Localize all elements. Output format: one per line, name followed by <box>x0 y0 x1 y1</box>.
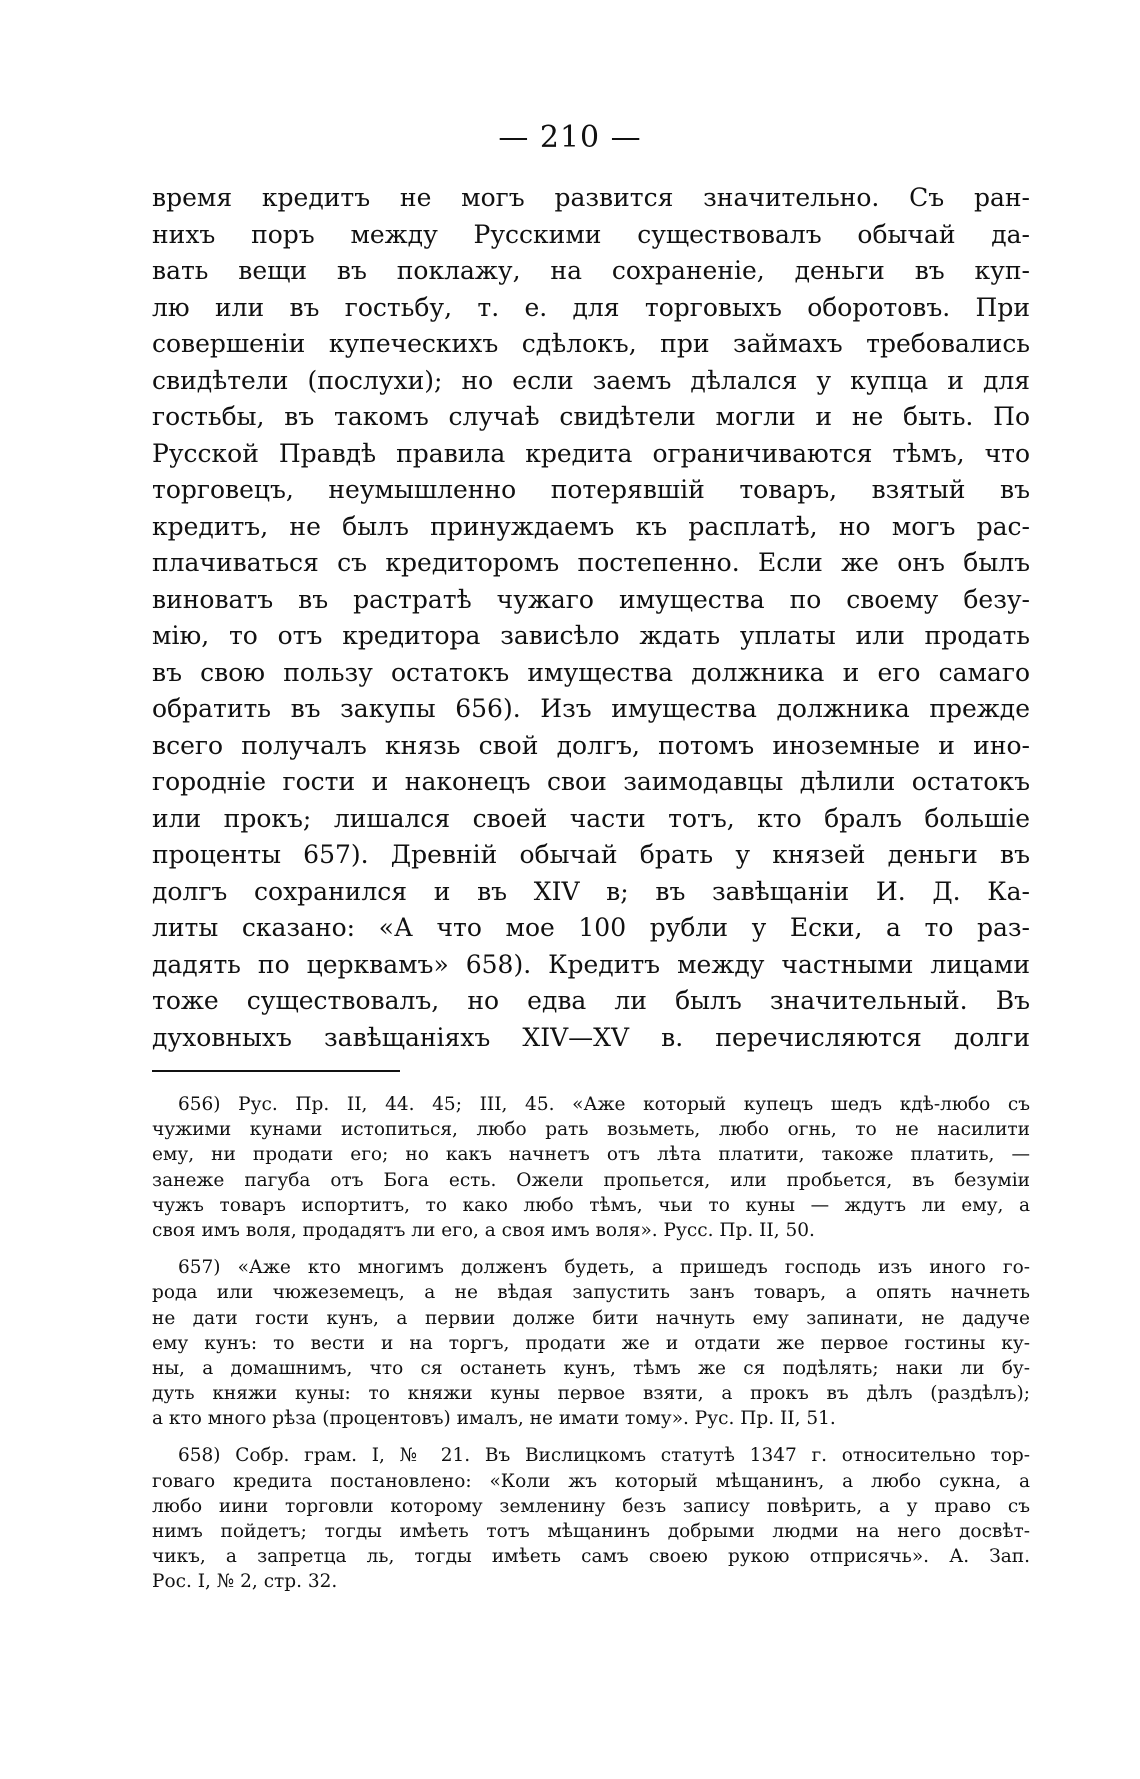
footnote-line: а кто много рѣза (процентовъ) ималъ, не имати тому». Рус. Пр. II, 51. <box>152 1408 836 1430</box>
footnote-line: не дати гости кунъ, а первии долже бити начнуть ему запинати, не дадуче <box>152 1307 1030 1329</box>
footnote-line: ему кунъ: то вести и на торгъ, продати же и отдати же первое гостины ку- <box>152 1332 1030 1354</box>
text-line: гостьбы, въ такомъ случаѣ свидѣтели могли и не быть. По <box>152 402 1030 431</box>
footnote-658 <box>152 1443 1030 1594</box>
text-line: или прокъ; лишался своей части тотъ, кто бралъ большіе <box>152 803 1030 833</box>
footnote-line: занеже пагуба отъ Бога есть. Ожели пропьется, или пробьется, въ безуміи <box>152 1169 1030 1191</box>
text-line: всего получалъ князь свой долгъ, потомъ иноземные и ино- <box>152 730 1030 760</box>
text-line: кредитъ, не былъ принуждаемъ къ расплатѣ, но могъ рас- <box>152 511 1030 541</box>
footnote-line: чужими кунами истопиться, любо рать возьметь, любо огнь, то не насилити <box>152 1119 1030 1141</box>
footnotes <box>152 1092 1030 1607</box>
text-line: вать вещи въ поклажу, на сохраненіе, деньги въ куп- <box>152 256 1030 285</box>
text-line: плачиваться съ кредиторомъ постепенно. Если же онъ былъ <box>152 548 1030 577</box>
footnote-line: 657) «Аже кто многимъ долженъ будеть, а пришедъ гоcподь изъ иного го- <box>178 1257 1030 1279</box>
text-line: литы сказано: «А что мое 100 рубли у Ески, а то раз- <box>152 913 1030 942</box>
text-line: духовныхъ завѣщаніяхъ XIV—XV в. перечисляются долги <box>152 1022 1030 1052</box>
footnote-line: любо иини торговли которому земленину безъ запису повѣрить, а у право съ <box>152 1495 1030 1517</box>
text-line: мію, то отъ кредитора зависѣло ждать уплаты или продать <box>152 621 1030 650</box>
footnote-line: ны, а домашнимъ, что ся останеть кунъ, тѣмъ же ся подѣлять; наки ли бу- <box>152 1357 1030 1379</box>
footnote-656 <box>152 1092 1030 1243</box>
footnote-line: чужъ товаръ испортитъ, то како любо тѣмъ, чьи то куны — ждутъ ли ему, а <box>152 1194 1030 1216</box>
footnote-line: 656) Рус. Пр. II, 44. 45; III, 45. «Аже который купецъ шедъ кдѣ-любо съ <box>178 1094 1030 1115</box>
text-line: обратить въ закупы 656). Изъ имущества должника прежде <box>152 694 1030 723</box>
text-line: свидѣтели (послухи); но если заемъ дѣлался у купца и для <box>152 365 1030 395</box>
text-line: дадять по церквамъ» 658). Кредитъ между частными лицами <box>152 949 1030 979</box>
footnote-line: ему, ни продати его; но какъ начнетъ отъ лѣта платити, такоже платить, — <box>152 1144 1030 1166</box>
text-line: Русской Правдѣ правила кредита ограничиваются тѣмъ, что <box>152 438 1030 468</box>
text-line: городніе гости и наконецъ свои заимодавцы дѣлили остатокъ <box>152 767 1030 796</box>
footnote-657 <box>152 1255 1030 1431</box>
footnote-line: дуть княжи куны: то княжи куны первое взяти, а прокъ въ дѣлъ (раздѣлъ); <box>152 1383 1030 1405</box>
footnote-divider <box>152 1070 400 1072</box>
text-line: совершеніи купеческихъ сдѣлокъ, при займахъ требовались <box>152 329 1030 358</box>
footnote-line: говаго кредита постановлено: «Коли жъ который мѣщанинъ, а любо сукна, а <box>152 1470 1030 1492</box>
text-line: лю или въ гостьбу, т. е. для торговыхъ оборотовъ. При <box>152 292 1030 322</box>
text-line: проценты 657). Древній обычай брать у князей деньги въ <box>152 840 1030 869</box>
main-text <box>152 180 1030 1056</box>
footnote-line: нимъ пойдетъ; тогды имѣеть тотъ мѣщанинъ добрыми людми на него досвѣт- <box>152 1521 1030 1542</box>
footnote-line: Рос. I, № 2, стр. 32. <box>152 1571 338 1593</box>
text-line: виноватъ въ растратѣ чужаго имущества по своему безу- <box>152 584 1030 614</box>
footnote-line: рода или чюжеземецъ, а не вѣдая запустить занъ товаръ, а опять начнеть <box>152 1282 1030 1304</box>
footnote-line: чикъ, а запретца ль, тогды имѣеть самъ своею рукою отприсячь». А. Зап. <box>152 1546 1030 1568</box>
text-line: долгъ сохранился и въ XIV в; въ завѣщаніи И. Д. Ка- <box>152 876 1030 906</box>
footnote-line: своя имъ воля, продадятъ ли его, а своя имъ воля». Русс. Пр. II, 50. <box>152 1219 815 1241</box>
text-line: тоже существовалъ, но едва ли былъ значительный. Въ <box>152 986 1030 1015</box>
text-line: время кредитъ не могъ развится значительно. Съ ран- <box>152 183 1030 212</box>
footnote-line: 658) Собр. грам. I, № 21. Въ Вислицкомъ статутѣ 1347 г. относительно тор- <box>178 1445 1030 1467</box>
page-number: — 210 — <box>498 120 642 155</box>
text-line: въ свою пользу остатокъ имущества должника и его самаго <box>152 657 1030 687</box>
text-line: нихъ поръ между Русскими существовалъ обычай да- <box>152 219 1030 249</box>
text-line: торговецъ, неумышленно потерявшій товаръ, взятый въ <box>152 475 1030 504</box>
